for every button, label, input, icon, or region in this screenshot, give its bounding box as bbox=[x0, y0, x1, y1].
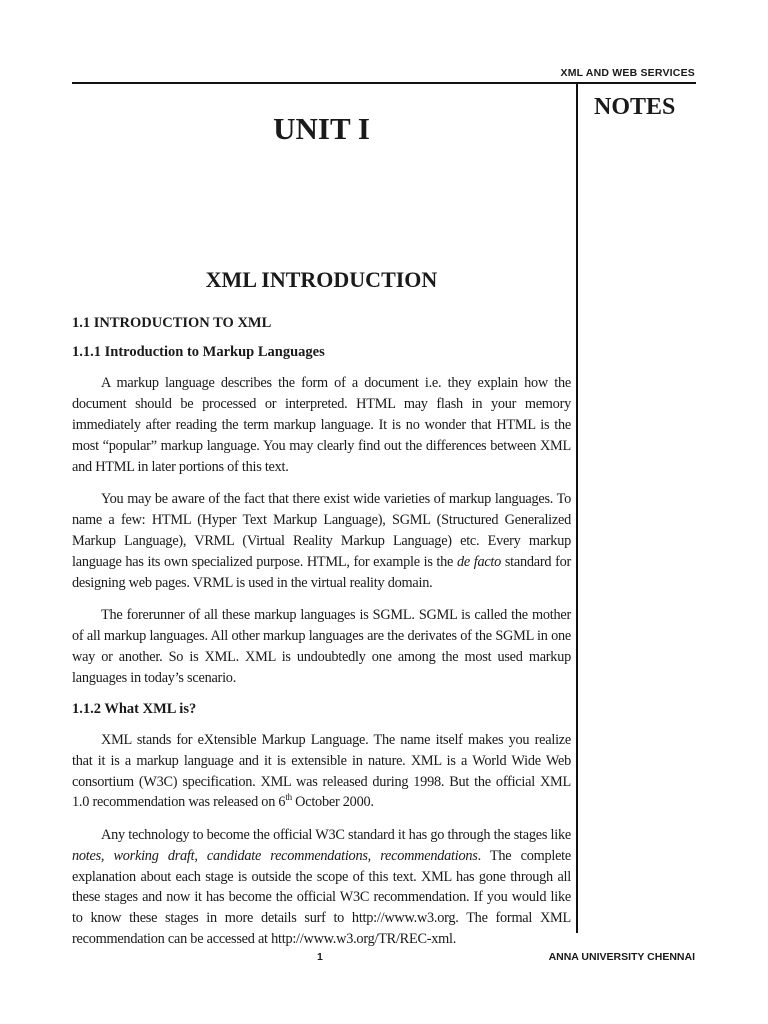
paragraph-text: standard for designing web pages. VRML is used in the virtual reality domain. bbox=[72, 553, 571, 591]
paragraph-text: XML stands for eXtensible Markup Language. The name itself makes you realize that it is a markup language and it is extensible in nature. XML is a World Wide Web consortium (W3C) specification. XML was released during 1998. But the official XML 1.0 recommendation was released on 6 bbox=[72, 731, 571, 811]
page-number: 1 bbox=[317, 951, 323, 963]
emphasis-text: de facto bbox=[456, 553, 502, 570]
paragraph-text: October 2000. bbox=[291, 794, 374, 811]
paragraph-markup-varieties bbox=[72, 489, 571, 593]
footer-organization: ANNA UNIVERSITY CHENNAI bbox=[548, 951, 695, 963]
header-rule bbox=[72, 82, 696, 84]
unit-title: UNIT I bbox=[273, 111, 370, 146]
chapter-title: XML INTRODUCTION bbox=[205, 267, 438, 293]
paragraph-text: You may be aware of the fact that there exist wide varieties of markup languages. To name a few: HTML (Hyper Text Markup Language), SGML (Structured Generalized Markup Language), VRML (Virtual Reality Markup Language) etc. Every markup language has its own specialized purpose. HTML, for example is the bbox=[72, 491, 571, 570]
paragraph-w3c-stages bbox=[72, 825, 571, 950]
paragraph-text: Any technology to become the official W3C standard it has go through the stages like bbox=[101, 827, 571, 844]
emphasis-text: notes, working draft, candidate recommendations, recommendations bbox=[72, 847, 478, 864]
section-heading-1-1: 1.1 INTRODUCTION TO XML bbox=[72, 314, 272, 331]
paragraph-what-xml-is bbox=[72, 730, 571, 813]
main-text-column bbox=[72, 100, 571, 950]
section-heading-1-1-2: 1.1.2 What XML is? bbox=[72, 700, 197, 717]
section-heading-1-1-1: 1.1.1 Introduction to Markup Languages bbox=[72, 343, 325, 360]
paragraph-markup-definition: A markup language describes the form of a document i.e. they explain how the document should be processed or interpreted. HTML may flash in your memory immediately after reading the term markup language. It is no wonder that HTML is the most “popular” markup language. You may clearly find out the differences between XML and HTML in later portions of this text. bbox=[72, 375, 571, 475]
superscript-text: th bbox=[285, 792, 292, 803]
notes-margin-label: NOTES bbox=[594, 94, 676, 120]
running-header-title: XML AND WEB SERVICES bbox=[560, 67, 695, 79]
margin-divider-rule bbox=[576, 83, 578, 933]
paragraph-text: . The complete explanation about each stage is outside the scope of this text. XML has gone through all these stages and now it has become the official W3C recommendation. If you would like to know these stages in more details surf to http://www.w3.org. The formal XML recommendation can be accessed at http://www.w3.org/TR/REC-xml. bbox=[72, 847, 571, 948]
paragraph-sgml: The forerunner of all these markup languages is SGML. SGML is called the mother of all markup languages. All other markup languages are the derivates of the SGML in one way or another. So is XML. XML is undoubtedly one among the most used markup languages in today’s scenario. bbox=[72, 607, 571, 686]
